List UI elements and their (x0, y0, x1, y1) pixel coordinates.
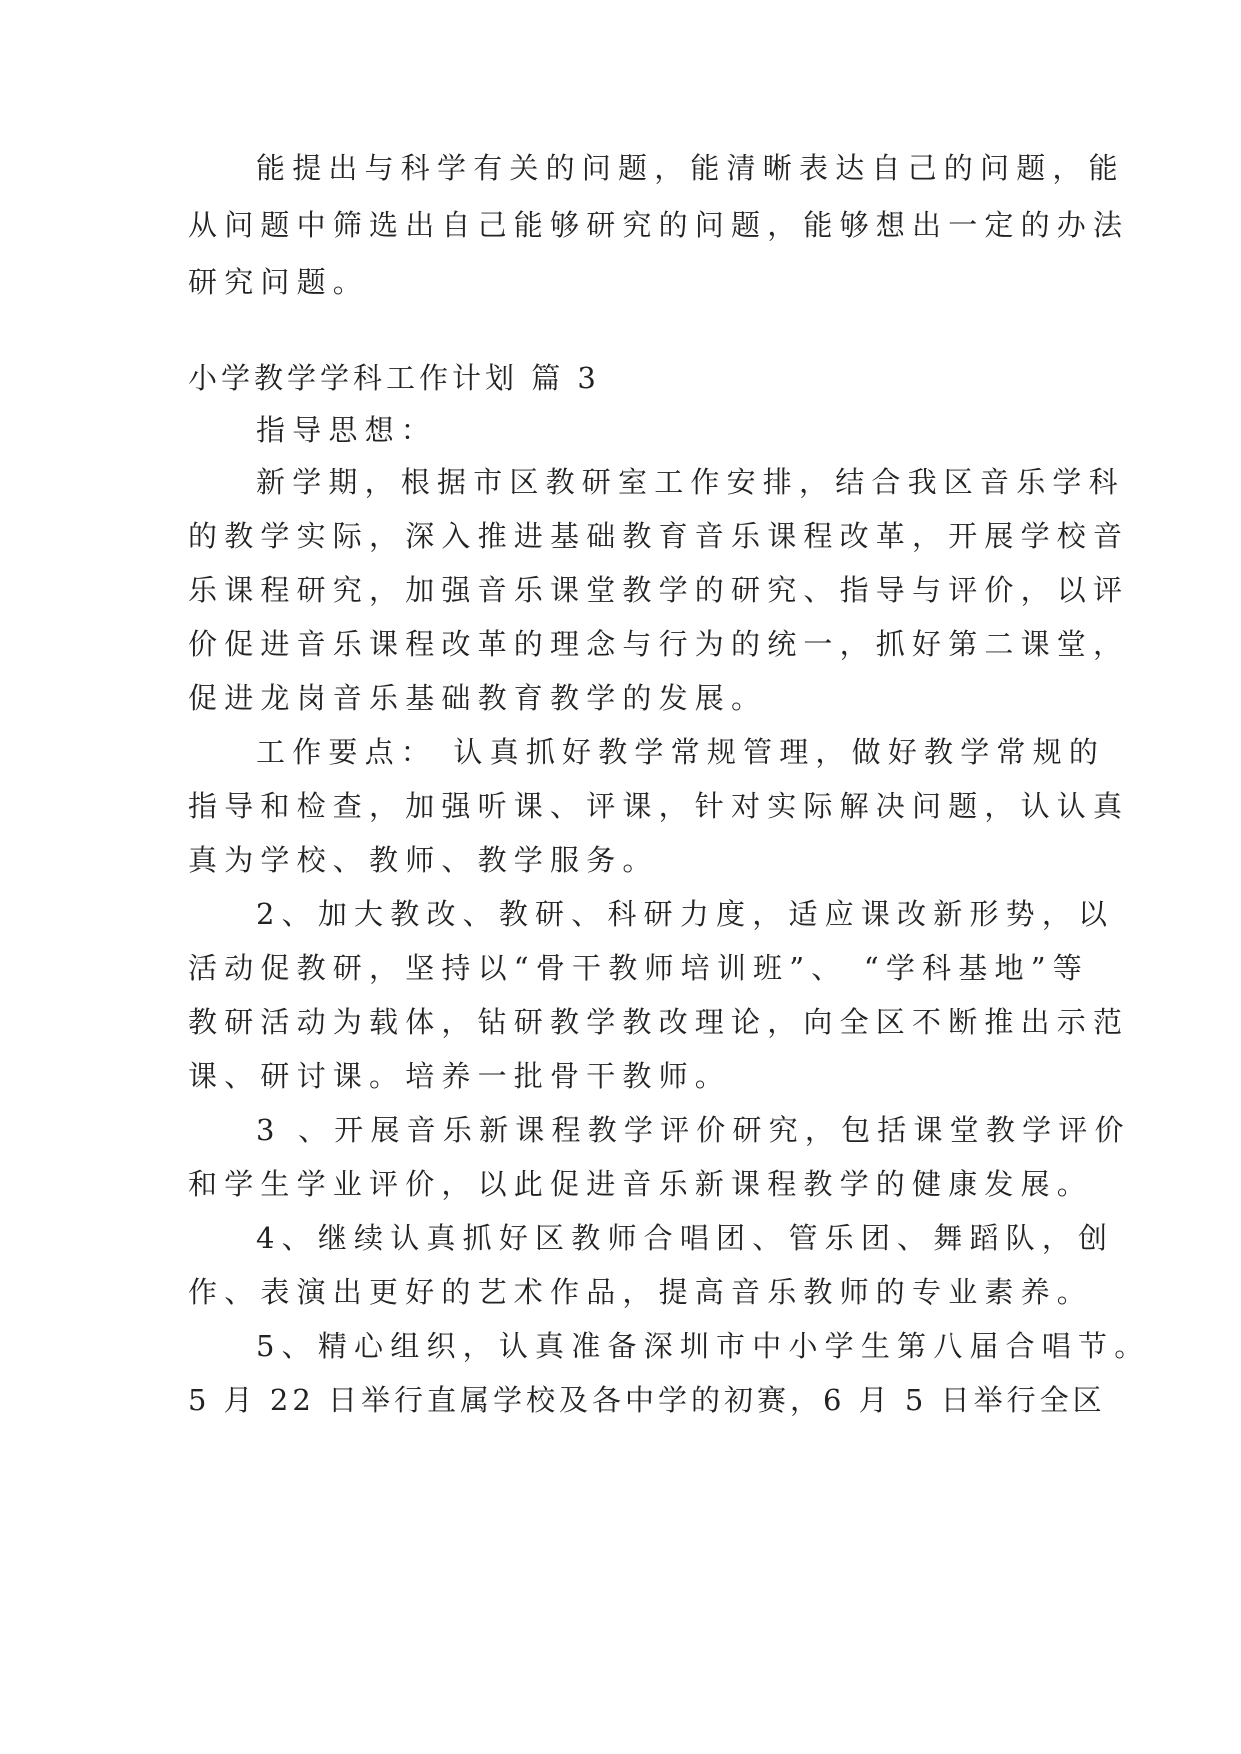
paragraph-line: 工作要点： 认真抓好教学常规管理，做好教学常规的 (256, 735, 1106, 769)
paragraph-line: 研究问题。 (188, 265, 370, 299)
paragraph-line: 指导思想： (256, 413, 438, 447)
paragraph-line: 价促进音乐课程改革的理念与行为的统一，抓好第二课堂， (188, 627, 1130, 661)
paragraph-line: 指导和检查，加强听课、评课，针对实际解决问题，认认真 (188, 789, 1130, 823)
paragraph-line: 4、继续认真抓好区教师合唱团、管乐团、舞蹈队，创 (256, 1221, 1115, 1255)
paragraph-line: 的教学实际，深入推进基础教育音乐课程改革，开展学校音 (188, 519, 1130, 553)
paragraph-line: 从问题中筛选出自己能够研究的问题，能够想出一定的办法 (188, 208, 1130, 242)
paragraph-line: 课、研讨课。培养一批骨干教师。 (188, 1059, 732, 1093)
paragraph-line: 2、加大教改、教研、科研力度，适应课改新形势，以 (256, 897, 1115, 931)
section-heading: 小学教学学科工作计划 篇 3 (188, 361, 600, 395)
paragraph-line: 教研活动为载体，钻研教学教改理论，向全区不断推出示范 (188, 1005, 1130, 1039)
paragraph-line: 作、表演出更好的艺术作品，提高音乐教师的专业素养。 (188, 1275, 1094, 1309)
paragraph-line: 真为学校、教师、教学服务。 (188, 843, 659, 877)
paragraph-line: 能提出与科学有关的问题，能清晰表达自己的问题，能 (256, 151, 1125, 185)
paragraph-line: 5 月 22 日举行直属学校及各中学的初赛，6 月 5 日举行全区 (188, 1383, 1106, 1417)
paragraph-line: 促进龙岗音乐基础教育教学的发展。 (188, 681, 768, 715)
paragraph-line: 乐课程研究，加强音乐课堂教学的研究、指导与评价，以评 (188, 573, 1130, 607)
paragraph-line: 新学期，根据市区教研室工作安排，结合我区音乐学科 (256, 465, 1125, 499)
paragraph-line: 和学生学业评价，以此促进音乐新课程教学的健康发展。 (188, 1167, 1094, 1201)
paragraph-line: 活动促教研，坚持以“骨干教师培训班”、 “学科基地”等 (188, 951, 1089, 985)
paragraph-line: 5、精心组织，认真准备深圳市中小学生第八届合唱节。 (256, 1329, 1151, 1363)
paragraph-line: 3 、开展音乐新课程教学评价研究，包括课堂教学评价 (256, 1113, 1131, 1147)
